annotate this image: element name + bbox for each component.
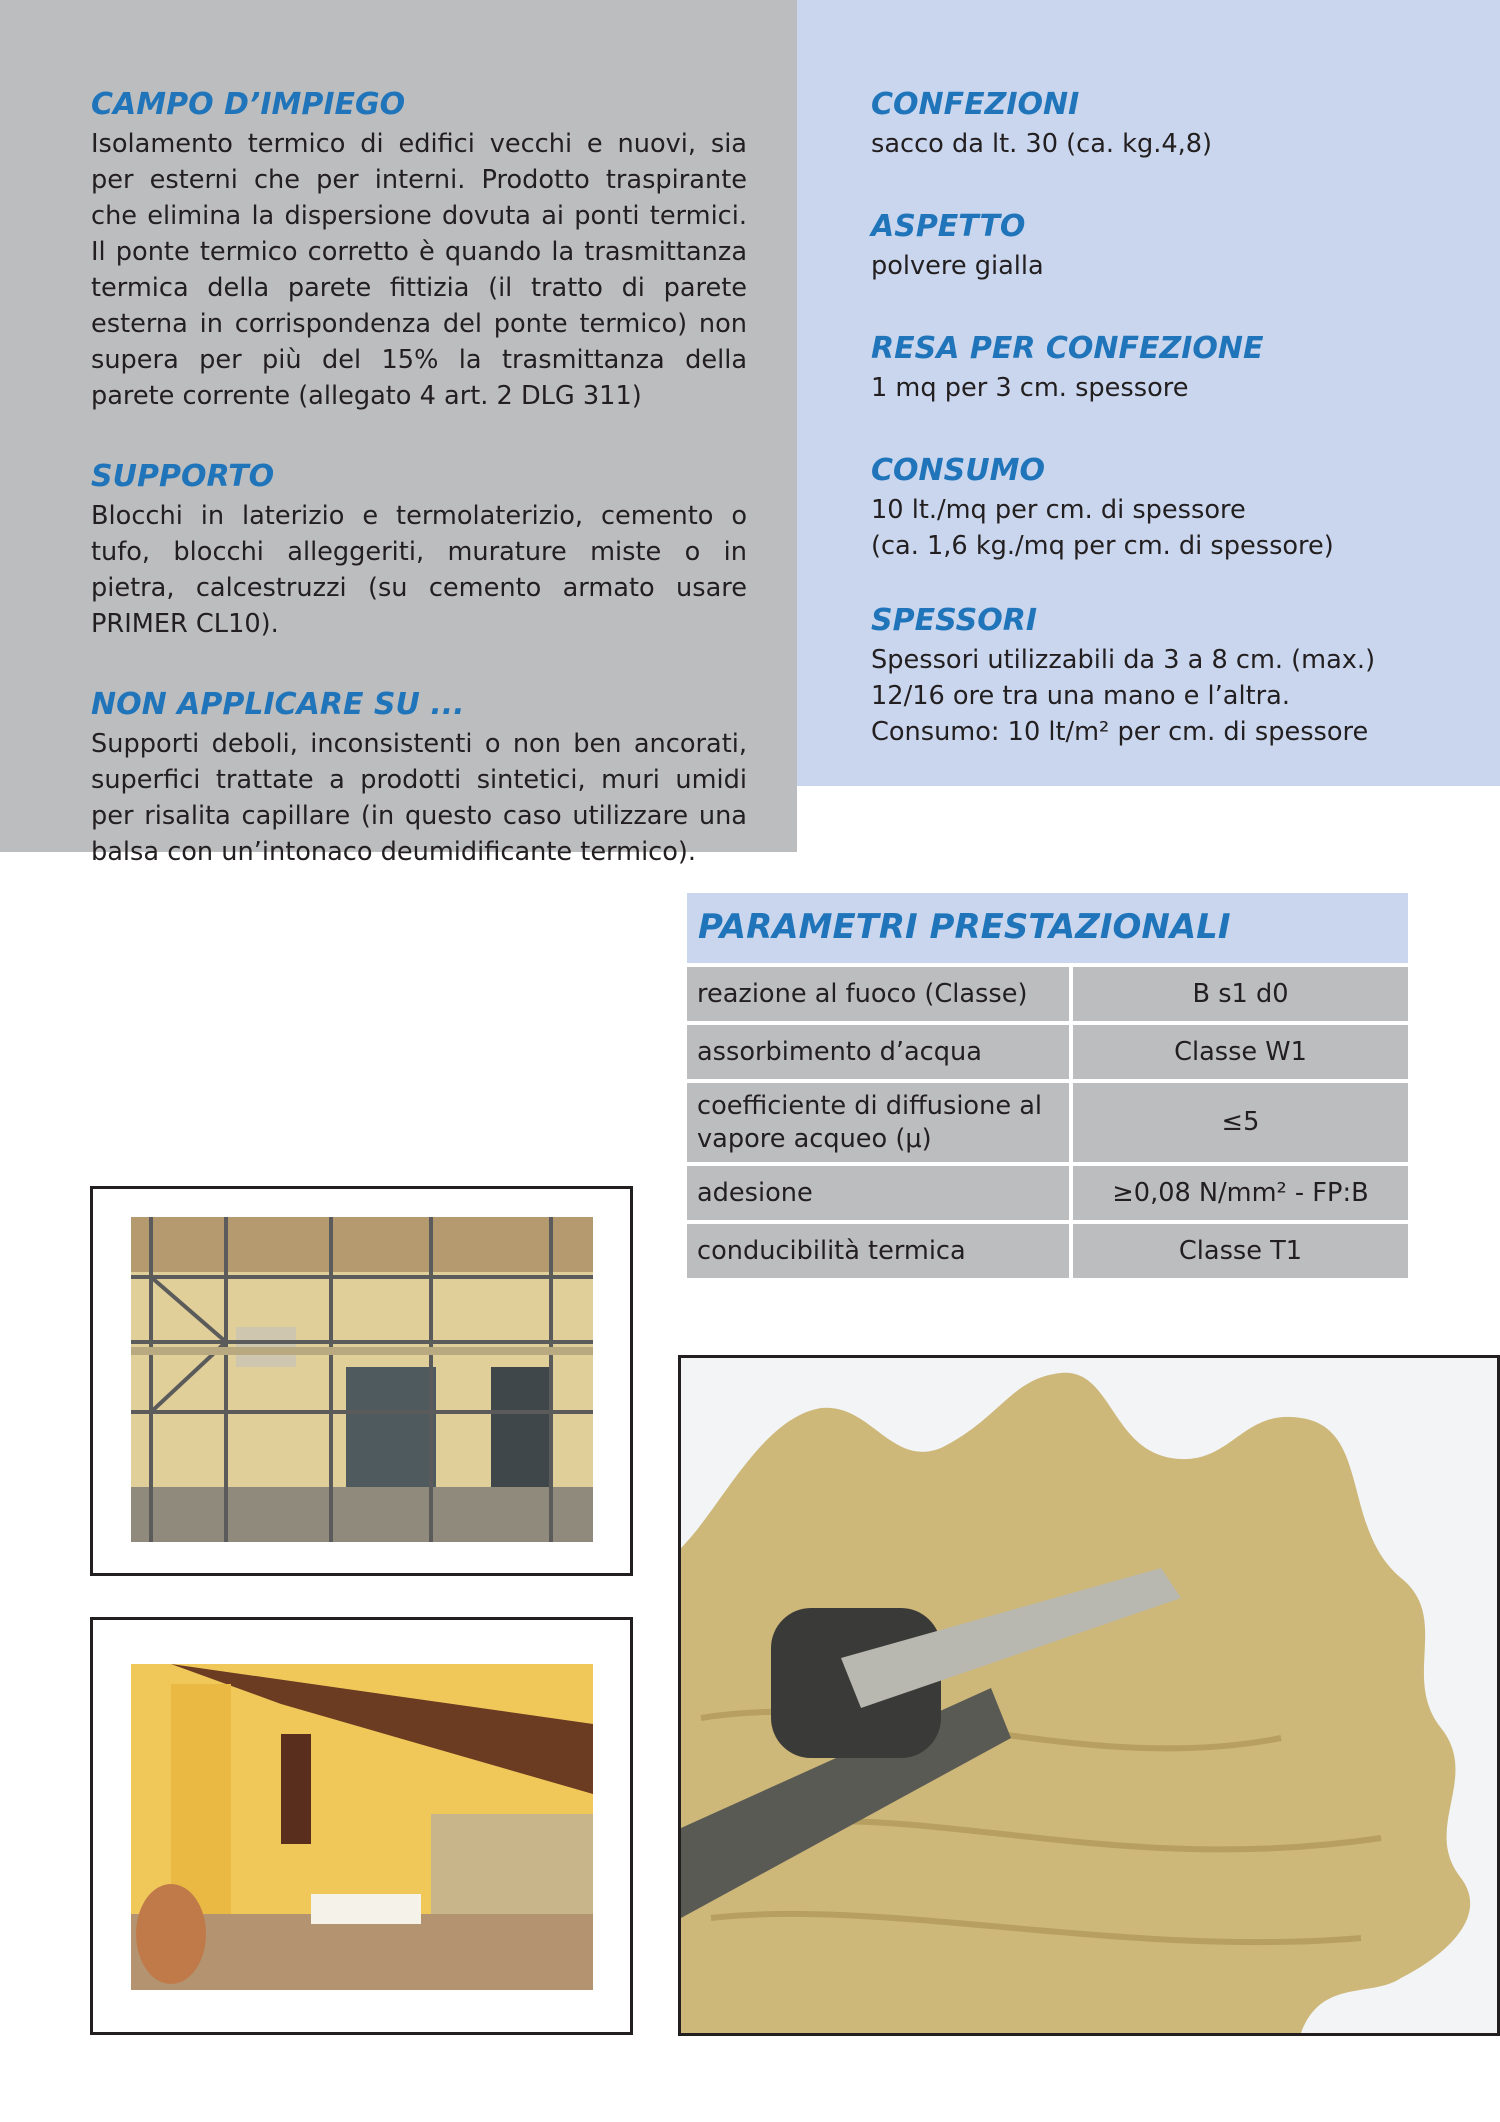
table-row bbox=[687, 1224, 1408, 1282]
confezioni-body bbox=[871, 126, 1471, 162]
table-value: ≥0,08 N/mm² - FP:B bbox=[1112, 1177, 1369, 1208]
spessori-line: 12/16 ore tra una mano e l’altra. bbox=[871, 681, 1290, 711]
table-row bbox=[687, 1166, 1408, 1224]
table-param: reazione al fuoco (Classe) bbox=[687, 967, 1073, 1021]
resa-body bbox=[871, 370, 1471, 406]
porch-photo bbox=[131, 1664, 593, 1990]
aspetto-title: ASPETTO bbox=[871, 209, 1026, 244]
consumo-line: 10 lt./mq per cm. di spessore bbox=[871, 495, 1246, 525]
left-column bbox=[91, 86, 747, 870]
table-param: adesione bbox=[687, 1166, 1073, 1220]
resa-title: RESA PER CONFEZIONE bbox=[871, 331, 1264, 366]
spessori-title: SPESSORI bbox=[871, 603, 1037, 638]
consumo-line: (ca. 1,6 kg./mq per cm. di spessore) bbox=[871, 531, 1334, 561]
right-column bbox=[871, 86, 1471, 750]
spessori-line: Consumo: 10 lt/m² per cm. di spessore bbox=[871, 717, 1369, 747]
table-row bbox=[687, 967, 1408, 1025]
table-value: Classe W1 bbox=[1174, 1036, 1307, 1067]
spessori-line: Spessori utilizzabili da 3 a 8 cm. (max.) bbox=[871, 645, 1376, 675]
table-row bbox=[687, 1025, 1408, 1083]
resa-line: 1 mq per 3 cm. spessore bbox=[871, 373, 1189, 403]
table-param: conducibilità termica bbox=[687, 1224, 1073, 1278]
table-row bbox=[687, 1083, 1408, 1166]
table-value: ≤5 bbox=[1221, 1107, 1260, 1137]
non-applicare-title: NON APPLICARE SU ... bbox=[91, 687, 465, 722]
supporto-body: Blocchi in laterizio e termolaterizio, cemento o tufo, blocchi alleggeriti, murature miste o in pietra, calcestruzzi (su cemento armato usare PRIMER CL10). bbox=[91, 501, 747, 639]
table-param: assorbimento d’acqua bbox=[687, 1025, 1073, 1079]
campo-impiego-body: Isolamento termico di edifici vecchi e nuovi, sia per esterni che per interni. Prodotto traspirante che elimina la dispersione dovuta ai ponti termici. Il ponte termico corretto è quando la trasmittanza termica della parete fittizia (il tratto di parete esterna in corrispondenza del ponte termico) non supera per più del 15% la trasmittanza della parete corrente (allegato 4 art. 2 DLG 311) bbox=[91, 129, 747, 411]
consumo-title: CONSUMO bbox=[871, 453, 1045, 488]
performance-table bbox=[687, 893, 1408, 1282]
aspetto-body bbox=[871, 248, 1471, 284]
table-value: Classe T1 bbox=[1178, 1235, 1303, 1266]
scaffolding-building-photo bbox=[131, 1217, 593, 1542]
spraying-photo bbox=[681, 1358, 1497, 2033]
aspetto-line: polvere gialla bbox=[871, 251, 1044, 281]
performance-table-header bbox=[687, 893, 1408, 967]
table-param: coefficiente di diffusione al vapore acqueo (μ) bbox=[687, 1083, 1073, 1162]
non-applicare-body: Supporti deboli, inconsistenti o non ben ancorati, superfici trattate a prodotti sintetici, muri umidi per risalita capillare (in questo caso utilizzare una balsa con un’intonaco deumidificante termico). bbox=[91, 729, 747, 867]
consumo-body bbox=[871, 492, 1471, 564]
performance-table-title: PARAMETRI PRESTAZIONALI bbox=[698, 907, 1231, 947]
table-value: B s1 d0 bbox=[1192, 978, 1289, 1009]
confezioni-title: CONFEZIONI bbox=[871, 87, 1080, 122]
spessori-body bbox=[871, 642, 1471, 750]
confezioni-line: sacco da lt. 30 (ca. kg.4,8) bbox=[871, 129, 1213, 159]
campo-impiego-title: CAMPO D’IMPIEGO bbox=[91, 87, 406, 122]
supporto-title: SUPPORTO bbox=[91, 459, 275, 494]
